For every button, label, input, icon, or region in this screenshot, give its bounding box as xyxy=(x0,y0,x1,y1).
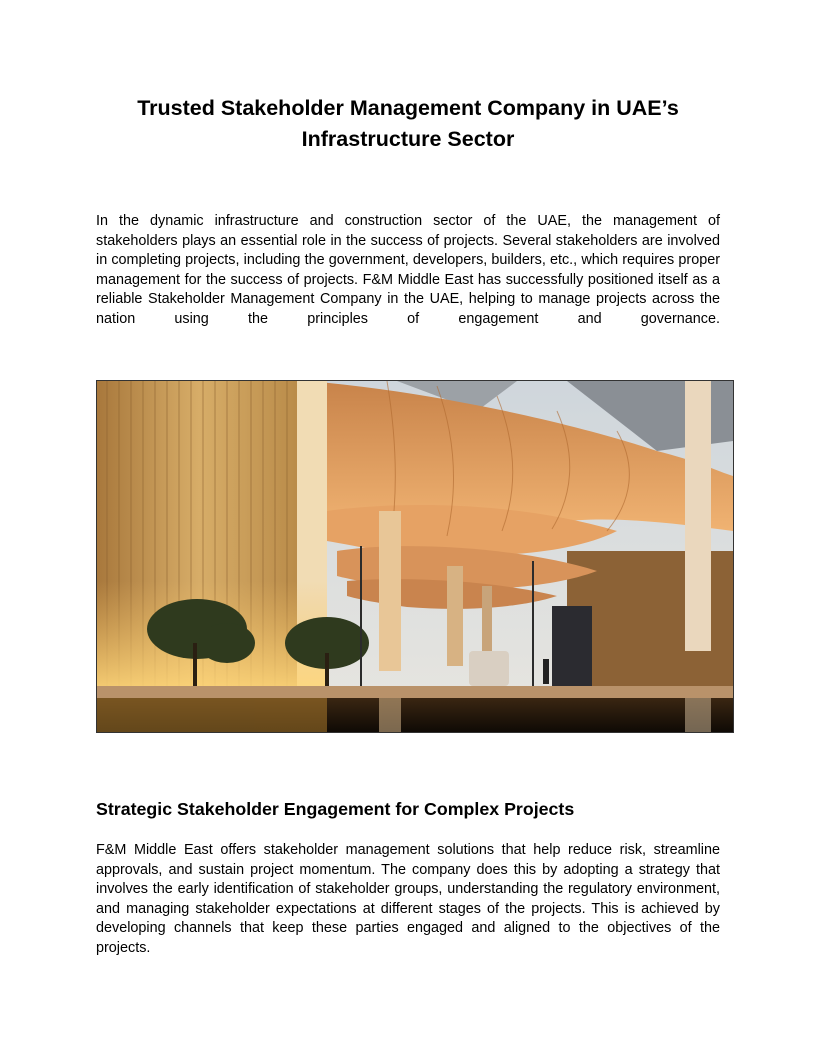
page-title: Trusted Stakeholder Management Company in UAE’s Infrastructure Sector xyxy=(137,96,679,151)
section-body-paragraph: F&M Middle East offers stakeholder management solutions that help reduce risk, streamline approvals, and sustain project momentum. The company does this by adopting a strategy that involves the early identification of stakeholder groups, understanding the regulatory environment, and managing stakeholder expectations at different stages of the projects. This is achieved by developing channels that keep these parties engaged and aligned to the objectives of the projects. xyxy=(96,842,720,956)
section-heading: Strategic Stakeholder Engagement for Complex Projects xyxy=(96,799,575,819)
intro-paragraph: In the dynamic infrastructure and construction sector of the UAE, the management of stakeholders plays an essential role in the success of projects. Several stakeholders are involved in completing projects, including the government, developers, builders, etc., which requires proper management for the success of projects. F&M Middle East has successfully positioned itself as a reliable Stakeholder Management Company in the UAE, helping to manage projects across the nation using the principles of engagement and governance. xyxy=(96,213,720,327)
hero-photo xyxy=(96,380,734,733)
